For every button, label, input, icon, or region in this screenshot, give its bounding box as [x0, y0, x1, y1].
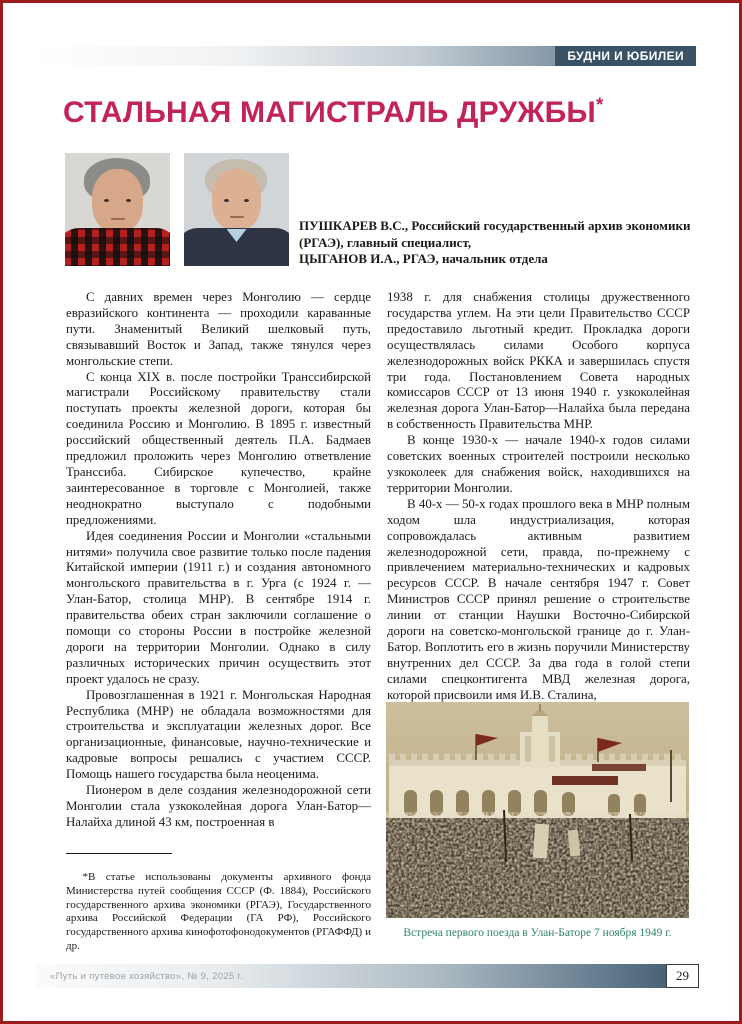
- portrait-sweater: [184, 228, 289, 266]
- portrait-mouth: [111, 218, 125, 220]
- paragraph: С конца XIX в. после постройки Транссибирской магистрали Российскому правительству стали поступать проекты железной дороги, которая бы соединила Россию и Монголию. В 1895 г. известный российский общественный деятель П.А. Бадмаев предложил проложить через Монголию ответвление Транссиба. Сибирское купечество, крайне заинтересованное в торговле с Монголией, также неоднократно выступало с подобными предложениями.: [66, 369, 371, 527]
- title-footnote-marker: *: [595, 95, 604, 116]
- footnote-text: *В статье использованы документы архивного фонда Министерства путей сообщения СССР (Ф. 1884), Российского государственного архива экономики (РГАЭ), Государственного архива Российской Федерации (ГА РФ), Российского государственного архива кинофотофонодокументов (РГАФФД) и др.: [66, 871, 371, 952]
- portrait-collar: [227, 229, 247, 242]
- footnote: [66, 853, 371, 954]
- author-photo-pushkarev: [65, 153, 170, 266]
- figure-caption: Встреча первого поезда в Улан-Баторе 7 ноября 1949 г.: [403, 927, 672, 939]
- article-title: [63, 95, 703, 130]
- body-column-right: [387, 290, 690, 704]
- byline-line: (РГАЭ), главный специалист,: [299, 234, 472, 250]
- byline: [299, 218, 695, 268]
- paragraph: Идея соединения России и Монголии «стальными нитями» получила свое развитие только после падения Китайской империи (1911 г.) и создания автономного монгольского правительства в г. Урга (с 1924 г. — Улан-Батор, столица МНР). В сентябре 1914 г. правительства обеих стран заключили соглашение о помощи со стороны России в постройке железной дороги на территории Монголии. Однако в силу различных исторических причин осуществить этот проект удалось не сразу.: [66, 528, 371, 686]
- author-photo-tsyganov: [184, 153, 289, 266]
- portrait-eye: [126, 199, 131, 202]
- portrait-eye: [224, 199, 229, 202]
- paragraph: В 40-х — 50-х годах прошлого века в МНР полным ходом шла индустриализация, которая сопровождалась активным развитием железнодорожной сети, правда, по-прежнему с привлечением материально-технических и кадровых ресурсов СССР. В начале сентября 1947 г. Совет Министров СССР принял решение о строительстве линии от станции Наушки Восточно-Сибирской дороги на советско-монгольской границе до г. Улан-Батор. Воплотить его в жизнь поручили Министерству внутренних дел СССР. За два года в голой степи силами спецконтигента МВД железная дорога, которой присвоили имя И.В. Сталина,: [387, 496, 690, 702]
- body-column-left: [66, 290, 371, 831]
- footnote-divider: [66, 853, 172, 854]
- portrait-mouth: [230, 216, 244, 218]
- portrait-face: [92, 169, 143, 232]
- portrait-eye: [244, 199, 249, 202]
- station-crowd-photo-illustration: [386, 702, 689, 918]
- paragraph: 1938 г. для снабжения столицы дружественного государства углем. На эти цели Правительство СССР предоставило льготный кредит. Прокладка дороги осуществлялась силами Особого корпуса железнодорожных войск РККА и завершилась спустя три года. Постановлением Совета народных комиссаров СССР от 13 июня 1940 г. узкоколейная железная дорога Улан-Батор—Налайха была передана в собственность Правительства МНР.: [387, 290, 690, 432]
- portrait-eye: [104, 199, 109, 202]
- footer-journal-title: «Путь и путевое хозяйство», № 9, 2025 г.: [50, 970, 243, 982]
- figure-station-photo: [386, 702, 689, 939]
- byline-line: ПУШКАРЕВ В.С., Российский государственный архив экономики: [299, 218, 691, 233]
- paragraph: В конце 1930-х — начале 1940-х годов силами советских военных строителей построили несколько узкоколеек для снабжения войск, находившихся на территории Монголии.: [387, 433, 690, 495]
- portrait-face: [212, 169, 261, 230]
- paragraph: С давних времен через Монголию — сердце евразийского континента — проходили караванные пути. Знаменитый Великий шелковый путь, связывавший Восток и Запад, также тянулся через монгольские степи.: [66, 290, 371, 368]
- section-label: БУДНИ И ЮБИЛЕИ: [555, 46, 696, 66]
- page-number: 29: [666, 964, 699, 988]
- paragraph: Пионером в деле создания железнодорожной сети Монголии стала узкоколейная дорога Улан-Батор—Налайха длиной 43 км, построенная в: [66, 783, 371, 829]
- byline-line: ЦЫГАНОВ И.А., РГАЭ, начальник отдела: [299, 251, 548, 266]
- section-rubric-bar: [36, 46, 696, 66]
- article-title-text: СТАЛЬНАЯ МАГИСТРАЛЬ ДРУЖБЫ: [63, 96, 596, 129]
- paragraph: Провозглашенная в 1921 г. Монгольская Народная Республика (МНР) не обладала возможностями для строительства и эксплуатации железных дорог. Все организационные, финансовые, научно-технические и кадровые вопросы решались с участием СССР. Помощь нашего государства была неоценима.: [66, 687, 371, 782]
- footer-bar: [36, 964, 699, 988]
- portrait-plaid-shirt: [65, 228, 170, 266]
